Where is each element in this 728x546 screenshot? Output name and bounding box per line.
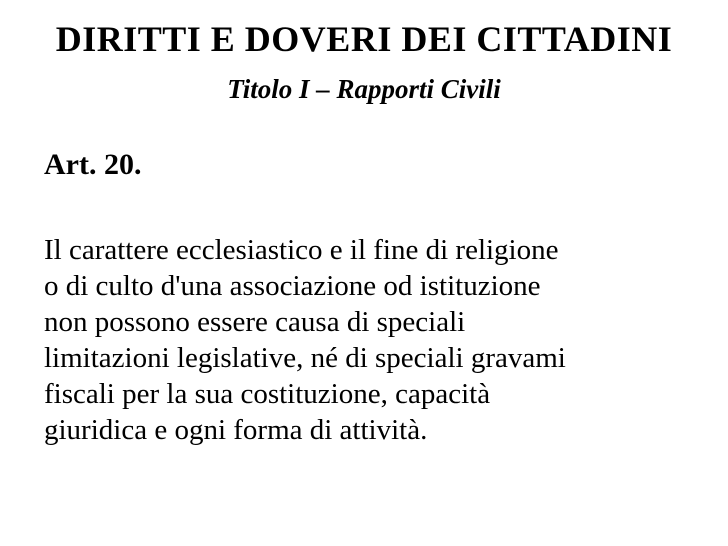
body-line: limitazioni legislative, né di speciali gravami xyxy=(44,342,566,374)
body-line: Il carattere ecclesiastico e il fine di religione xyxy=(44,234,559,266)
article-heading: Art. 20. xyxy=(44,148,142,181)
slide-title: DIRITTI E DOVERI DEI CITTADINI xyxy=(55,19,673,59)
slide-subtitle: Titolo I – Rapporti Civili xyxy=(227,74,501,104)
body-paragraph xyxy=(0,232,728,448)
body-line: giuridica e ogni forma di attività. xyxy=(44,414,428,446)
body-line: fiscali per la sua costituzione, capacità xyxy=(44,378,491,410)
body-line: non possono essere causa di speciali xyxy=(44,306,466,338)
body-line: o di culto d'una associazione od istituzione xyxy=(44,270,541,302)
